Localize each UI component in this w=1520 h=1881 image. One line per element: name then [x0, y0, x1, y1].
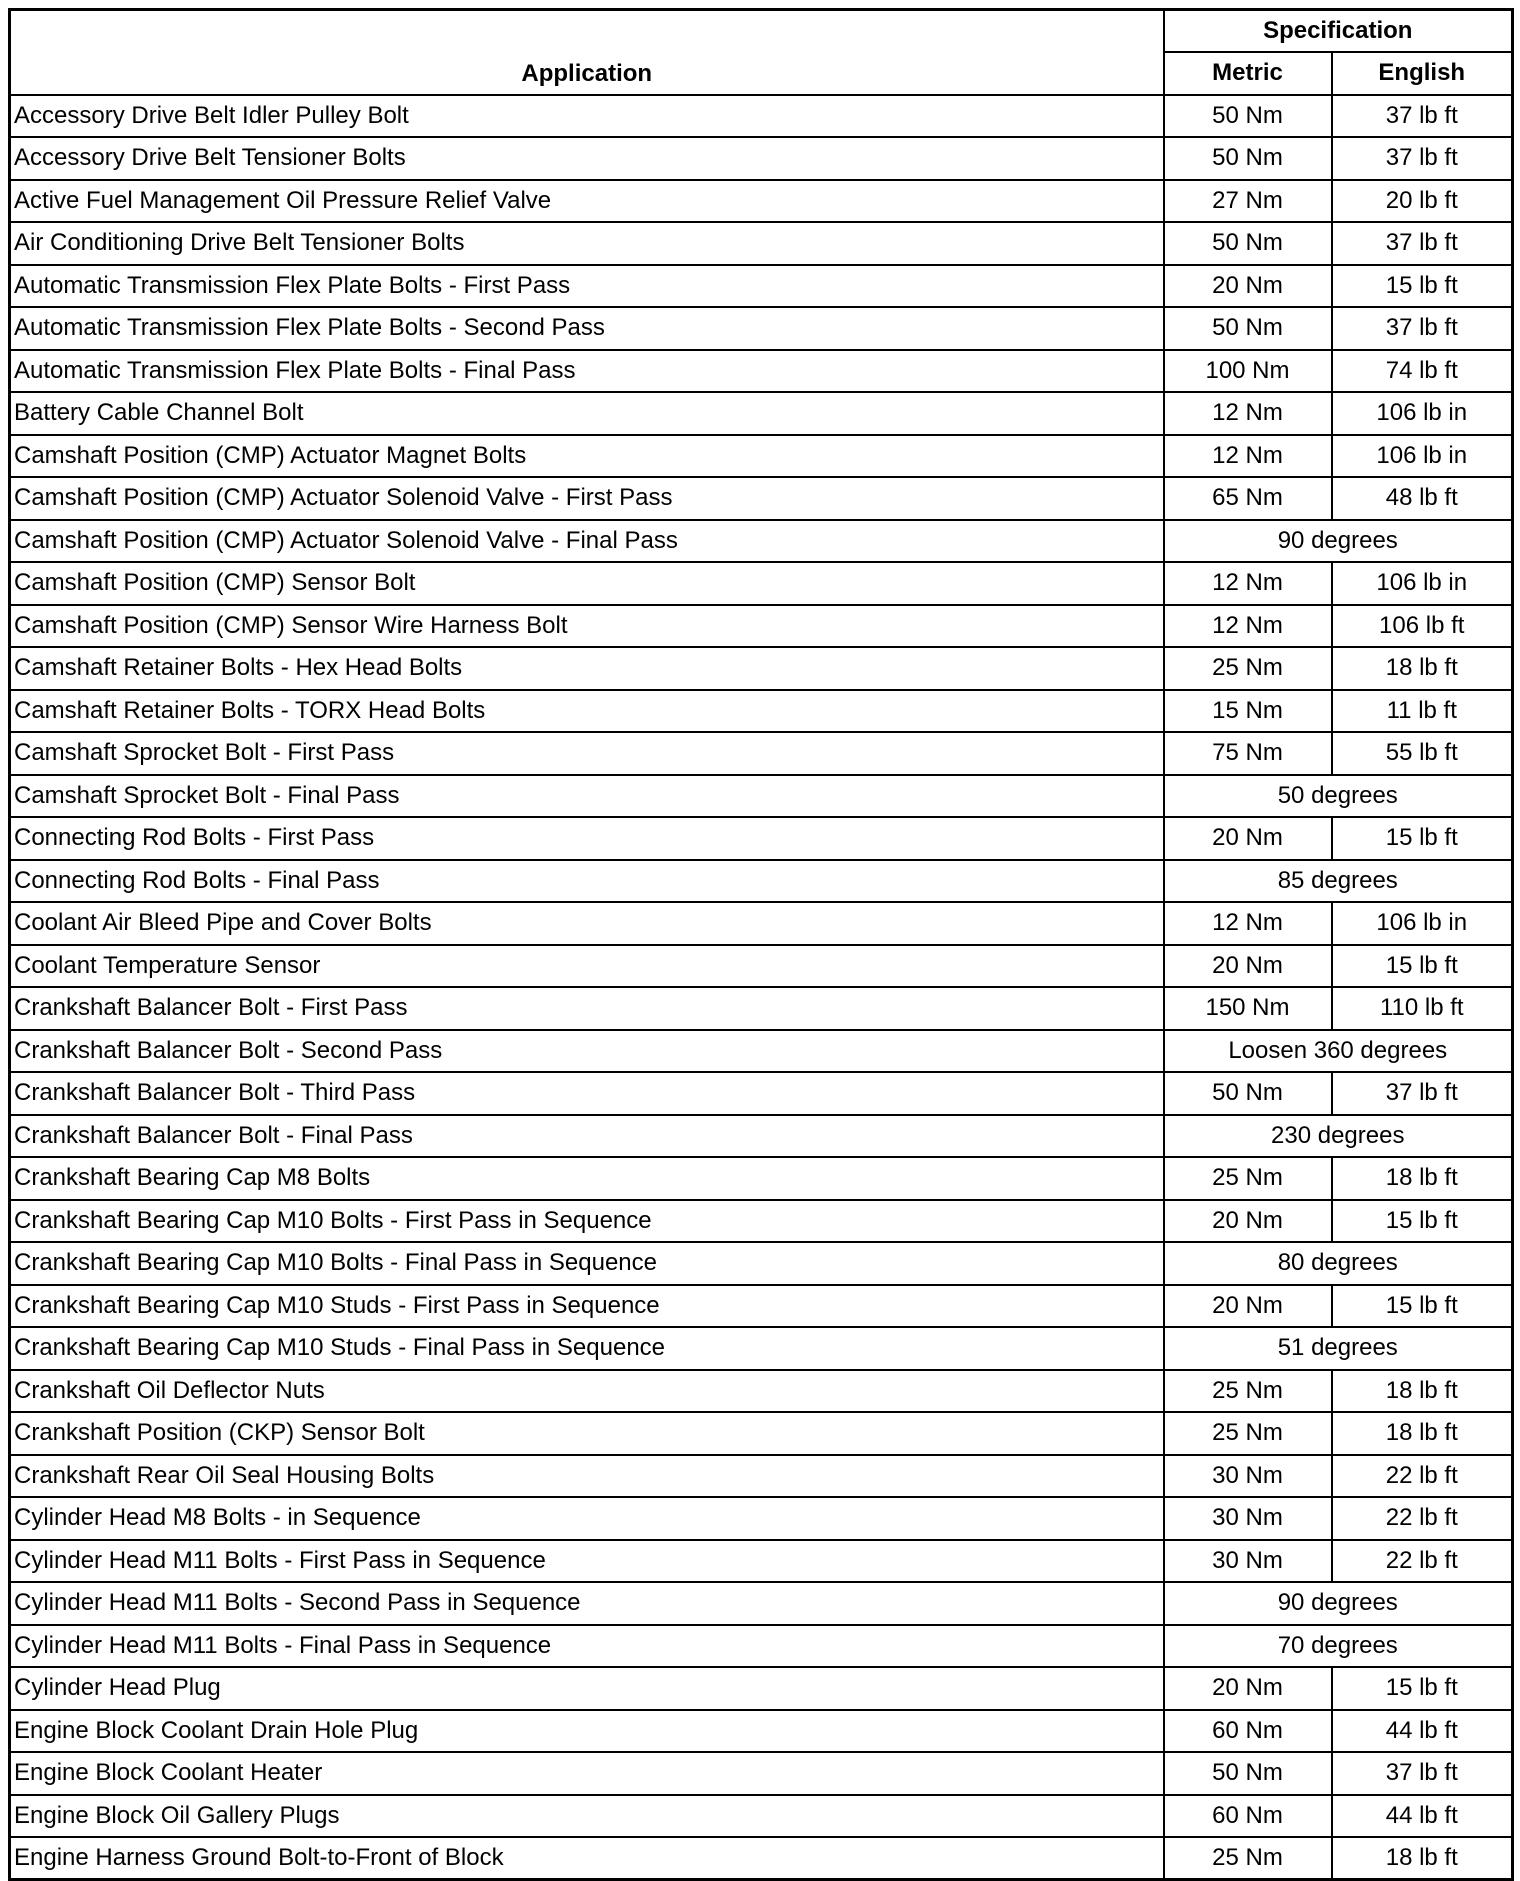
english-cell: 20 lb ft [1332, 180, 1513, 223]
combined-spec-cell: 85 degrees [1164, 860, 1513, 903]
english-cell: 18 lb ft [1332, 1157, 1513, 1200]
english-cell: 37 lb ft [1332, 307, 1513, 350]
application-cell: Crankshaft Bearing Cap M10 Bolts - Final Pass in Sequence [10, 1242, 1164, 1285]
table-row [10, 1242, 1513, 1285]
application-cell: Accessory Drive Belt Idler Pulley Bolt [10, 95, 1164, 138]
english-cell: 106 lb in [1332, 435, 1513, 478]
metric-cell: 50 Nm [1164, 95, 1332, 138]
table-row [10, 1497, 1513, 1540]
application-cell: Crankshaft Position (CKP) Sensor Bolt [10, 1412, 1164, 1455]
metric-cell: 25 Nm [1164, 1370, 1332, 1413]
table-row [10, 1285, 1513, 1328]
application-cell: Crankshaft Rear Oil Seal Housing Bolts [10, 1455, 1164, 1498]
table-row [10, 1540, 1513, 1583]
header-row-top [10, 10, 1513, 53]
english-cell: 22 lb ft [1332, 1455, 1513, 1498]
table-row [10, 95, 1513, 138]
table-row [10, 1072, 1513, 1115]
english-cell: 106 lb ft [1332, 605, 1513, 648]
metric-cell: 20 Nm [1164, 945, 1332, 988]
english-cell: 48 lb ft [1332, 477, 1513, 520]
english-cell: 106 lb in [1332, 902, 1513, 945]
metric-cell: 30 Nm [1164, 1497, 1332, 1540]
metric-cell: 25 Nm [1164, 1412, 1332, 1455]
english-cell: 15 lb ft [1332, 265, 1513, 308]
application-cell: Camshaft Sprocket Bolt - First Pass [10, 732, 1164, 775]
table-row [10, 307, 1513, 350]
table-row [10, 1455, 1513, 1498]
application-cell: Coolant Air Bleed Pipe and Cover Bolts [10, 902, 1164, 945]
table-row [10, 902, 1513, 945]
metric-cell: 75 Nm [1164, 732, 1332, 775]
metric-cell: 50 Nm [1164, 1072, 1332, 1115]
metric-cell: 27 Nm [1164, 180, 1332, 223]
table-row [10, 1710, 1513, 1753]
english-cell: 15 lb ft [1332, 1200, 1513, 1243]
metric-cell: 12 Nm [1164, 392, 1332, 435]
application-cell: Connecting Rod Bolts - Final Pass [10, 860, 1164, 903]
metric-cell: 50 Nm [1164, 307, 1332, 350]
application-cell: Crankshaft Balancer Bolt - Second Pass [10, 1030, 1164, 1073]
application-cell: Cylinder Head M11 Bolts - First Pass in Sequence [10, 1540, 1164, 1583]
table-row [10, 1795, 1513, 1838]
combined-spec-cell: 51 degrees [1164, 1327, 1513, 1370]
metric-cell: 20 Nm [1164, 265, 1332, 308]
application-cell: Engine Block Oil Gallery Plugs [10, 1795, 1164, 1838]
application-cell: Camshaft Position (CMP) Actuator Solenoid Valve - First Pass [10, 477, 1164, 520]
metric-cell: 30 Nm [1164, 1455, 1332, 1498]
specification-table [8, 8, 1514, 1881]
english-cell: 15 lb ft [1332, 1667, 1513, 1710]
english-cell: 106 lb in [1332, 392, 1513, 435]
table-row [10, 1157, 1513, 1200]
application-cell: Battery Cable Channel Bolt [10, 392, 1164, 435]
application-cell: Cylinder Head M11 Bolts - Final Pass in Sequence [10, 1625, 1164, 1668]
table-row [10, 435, 1513, 478]
english-cell: 44 lb ft [1332, 1795, 1513, 1838]
metric-cell: 65 Nm [1164, 477, 1332, 520]
combined-spec-cell: 80 degrees [1164, 1242, 1513, 1285]
application-cell: Crankshaft Balancer Bolt - Final Pass [10, 1115, 1164, 1158]
application-cell: Accessory Drive Belt Tensioner Bolts [10, 137, 1164, 180]
metric-cell: 50 Nm [1164, 1752, 1332, 1795]
english-cell: 11 lb ft [1332, 690, 1513, 733]
metric-cell: 25 Nm [1164, 1157, 1332, 1200]
application-cell: Camshaft Position (CMP) Actuator Solenoid Valve - Final Pass [10, 520, 1164, 563]
table-row [10, 732, 1513, 775]
english-cell: 106 lb in [1332, 562, 1513, 605]
metric-cell: 20 Nm [1164, 1285, 1332, 1328]
table-row [10, 775, 1513, 818]
application-cell: Engine Block Coolant Heater [10, 1752, 1164, 1795]
metric-cell: 25 Nm [1164, 1837, 1332, 1880]
english-cell: 44 lb ft [1332, 1710, 1513, 1753]
table-row [10, 605, 1513, 648]
metric-cell: 50 Nm [1164, 222, 1332, 265]
table-row [10, 647, 1513, 690]
combined-spec-cell: 90 degrees [1164, 1582, 1513, 1625]
application-cell: Air Conditioning Drive Belt Tensioner Bolts [10, 222, 1164, 265]
table-row [10, 987, 1513, 1030]
english-cell: 15 lb ft [1332, 945, 1513, 988]
application-cell: Cylinder Head M8 Bolts - in Sequence [10, 1497, 1164, 1540]
application-cell: Automatic Transmission Flex Plate Bolts - First Pass [10, 265, 1164, 308]
metric-cell: 60 Nm [1164, 1710, 1332, 1753]
metric-cell: 12 Nm [1164, 435, 1332, 478]
metric-header: Metric [1164, 52, 1332, 95]
table-row [10, 1327, 1513, 1370]
application-cell: Crankshaft Oil Deflector Nuts [10, 1370, 1164, 1413]
application-cell: Coolant Temperature Sensor [10, 945, 1164, 988]
metric-cell: 20 Nm [1164, 1667, 1332, 1710]
english-header: English [1332, 52, 1513, 95]
metric-cell: 15 Nm [1164, 690, 1332, 733]
metric-cell: 60 Nm [1164, 1795, 1332, 1838]
table-row [10, 562, 1513, 605]
metric-cell: 12 Nm [1164, 562, 1332, 605]
application-cell: Crankshaft Balancer Bolt - Third Pass [10, 1072, 1164, 1115]
table-row [10, 180, 1513, 223]
application-cell: Active Fuel Management Oil Pressure Relief Valve [10, 180, 1164, 223]
application-cell: Crankshaft Balancer Bolt - First Pass [10, 987, 1164, 1030]
metric-cell: 50 Nm [1164, 137, 1332, 180]
english-cell: 110 lb ft [1332, 987, 1513, 1030]
metric-cell: 25 Nm [1164, 647, 1332, 690]
table-body [10, 95, 1513, 1880]
combined-spec-cell: 230 degrees [1164, 1115, 1513, 1158]
table-row [10, 817, 1513, 860]
table-row [10, 1115, 1513, 1158]
metric-cell: 12 Nm [1164, 605, 1332, 648]
table-row [10, 1667, 1513, 1710]
application-cell: Cylinder Head M11 Bolts - Second Pass in Sequence [10, 1582, 1164, 1625]
table-row [10, 520, 1513, 563]
table-row [10, 1837, 1513, 1880]
application-cell: Engine Block Coolant Drain Hole Plug [10, 1710, 1164, 1753]
english-cell: 55 lb ft [1332, 732, 1513, 775]
application-cell: Crankshaft Bearing Cap M10 Studs - First Pass in Sequence [10, 1285, 1164, 1328]
english-cell: 22 lb ft [1332, 1497, 1513, 1540]
table-row [10, 1582, 1513, 1625]
english-cell: 18 lb ft [1332, 1370, 1513, 1413]
application-header: Application [10, 10, 1164, 95]
table-row [10, 265, 1513, 308]
english-cell: 22 lb ft [1332, 1540, 1513, 1583]
table-row [10, 1370, 1513, 1413]
application-cell: Automatic Transmission Flex Plate Bolts - Final Pass [10, 350, 1164, 393]
application-cell: Crankshaft Bearing Cap M8 Bolts [10, 1157, 1164, 1200]
table-row [10, 1030, 1513, 1073]
english-cell: 15 lb ft [1332, 1285, 1513, 1328]
english-cell: 18 lb ft [1332, 1412, 1513, 1455]
application-cell: Engine Harness Ground Bolt-to-Front of Block [10, 1837, 1164, 1880]
table-row [10, 137, 1513, 180]
english-cell: 37 lb ft [1332, 222, 1513, 265]
table-row [10, 945, 1513, 988]
table-row [10, 1200, 1513, 1243]
application-cell: Camshaft Position (CMP) Sensor Wire Harness Bolt [10, 605, 1164, 648]
application-cell: Camshaft Retainer Bolts - Hex Head Bolts [10, 647, 1164, 690]
table-row [10, 860, 1513, 903]
application-cell: Crankshaft Bearing Cap M10 Bolts - First Pass in Sequence [10, 1200, 1164, 1243]
combined-spec-cell: 50 degrees [1164, 775, 1513, 818]
metric-cell: 20 Nm [1164, 817, 1332, 860]
english-cell: 18 lb ft [1332, 1837, 1513, 1880]
table-row [10, 392, 1513, 435]
english-cell: 37 lb ft [1332, 1072, 1513, 1115]
application-cell: Camshaft Sprocket Bolt - Final Pass [10, 775, 1164, 818]
english-cell: 37 lb ft [1332, 1752, 1513, 1795]
table-row [10, 690, 1513, 733]
metric-cell: 150 Nm [1164, 987, 1332, 1030]
english-cell: 37 lb ft [1332, 137, 1513, 180]
application-cell: Connecting Rod Bolts - First Pass [10, 817, 1164, 860]
table-row [10, 1412, 1513, 1455]
metric-cell: 30 Nm [1164, 1540, 1332, 1583]
table-row [10, 222, 1513, 265]
application-cell: Camshaft Position (CMP) Actuator Magnet Bolts [10, 435, 1164, 478]
metric-cell: 12 Nm [1164, 902, 1332, 945]
metric-cell: 20 Nm [1164, 1200, 1332, 1243]
english-cell: 15 lb ft [1332, 817, 1513, 860]
table-row [10, 477, 1513, 520]
application-cell: Automatic Transmission Flex Plate Bolts - Second Pass [10, 307, 1164, 350]
specification-header: Specification [1164, 10, 1513, 53]
table-row [10, 1625, 1513, 1668]
table-header [10, 10, 1513, 95]
combined-spec-cell: 70 degrees [1164, 1625, 1513, 1668]
english-cell: 37 lb ft [1332, 95, 1513, 138]
application-cell: Camshaft Retainer Bolts - TORX Head Bolts [10, 690, 1164, 733]
english-cell: 74 lb ft [1332, 350, 1513, 393]
application-cell: Camshaft Position (CMP) Sensor Bolt [10, 562, 1164, 605]
application-cell: Crankshaft Bearing Cap M10 Studs - Final Pass in Sequence [10, 1327, 1164, 1370]
combined-spec-cell: Loosen 360 degrees [1164, 1030, 1513, 1073]
english-cell: 18 lb ft [1332, 647, 1513, 690]
combined-spec-cell: 90 degrees [1164, 520, 1513, 563]
metric-cell: 100 Nm [1164, 350, 1332, 393]
application-cell: Cylinder Head Plug [10, 1667, 1164, 1710]
table-row [10, 1752, 1513, 1795]
table-row [10, 350, 1513, 393]
